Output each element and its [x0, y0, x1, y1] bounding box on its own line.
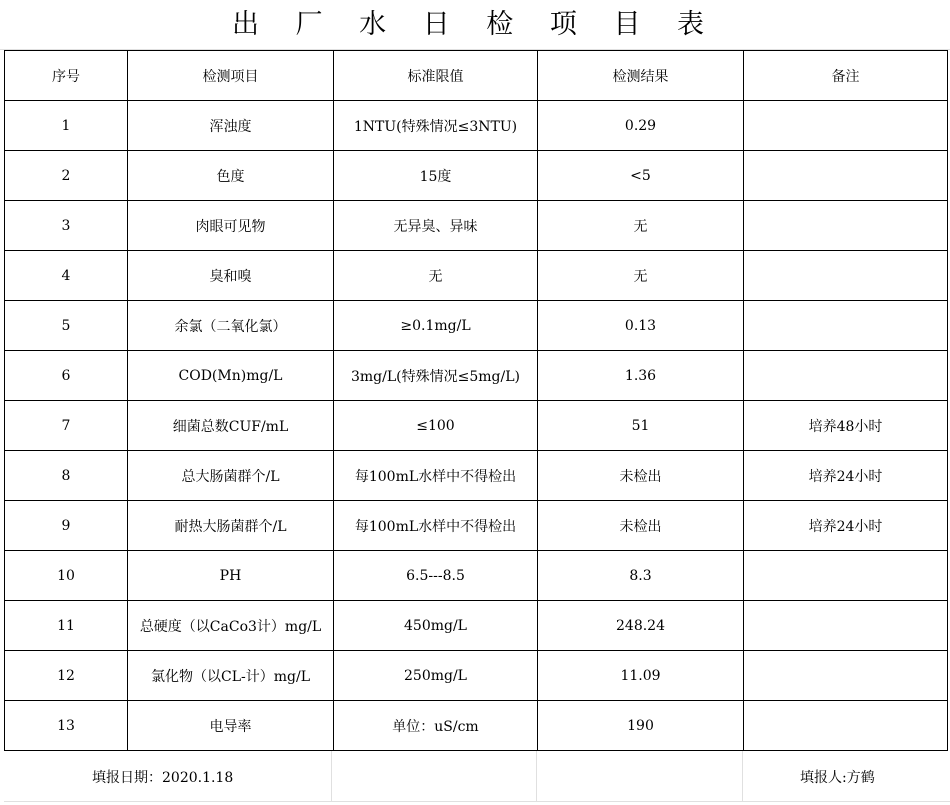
header-limit: 标准限值: [334, 51, 538, 101]
table-row: [5, 301, 948, 351]
cell-note: [744, 151, 948, 201]
cell-item: 总硬度（以CaCo3计）mg/L: [128, 601, 334, 651]
cell-result: 11.09: [538, 651, 744, 701]
cell-item: 余氯（二氧化氯）: [128, 301, 334, 351]
cell-result: 0.13: [538, 301, 744, 351]
cell-limit: 15度: [334, 151, 538, 201]
reporter: 填报人:方鹤: [800, 770, 875, 786]
cell-no: 2: [5, 151, 128, 201]
cell-result: 248.24: [538, 601, 744, 651]
cell-result: 无: [538, 251, 744, 301]
cell-no: 7: [5, 401, 128, 451]
cell-item: 浑浊度: [128, 101, 334, 151]
footer: [4, 751, 950, 802]
table-row: [5, 151, 948, 201]
cell-note: [744, 101, 948, 151]
header-item: 检测项目: [128, 51, 334, 101]
cell-item: 总大肠菌群个/L: [128, 451, 334, 501]
table-row: [5, 401, 948, 451]
table-row: [5, 351, 948, 401]
cell-limit: ≥0.1mg/L: [334, 301, 538, 351]
cell-limit: 250mg/L: [334, 651, 538, 701]
cell-result: 未检出: [538, 501, 744, 551]
page-title: 出 厂 水 日 检 项 目 表: [231, 9, 719, 40]
cell-note: 培养48小时: [744, 401, 948, 451]
cell-item: 色度: [128, 151, 334, 201]
table-row: [5, 201, 948, 251]
cell-limit: 无: [334, 251, 538, 301]
cell-limit: ≤100: [334, 401, 538, 451]
cell-note: [744, 651, 948, 701]
cell-item: 电导率: [128, 701, 334, 751]
cell-no: 4: [5, 251, 128, 301]
cell-note: [744, 301, 948, 351]
cell-no: 8: [5, 451, 128, 501]
table-row: [5, 651, 948, 701]
cell-result: 无: [538, 201, 744, 251]
cell-limit: 无异臭、异味: [334, 201, 538, 251]
cell-item: 耐热大肠菌群个/L: [128, 501, 334, 551]
cell-note: [744, 551, 948, 601]
cell-no: 6: [5, 351, 128, 401]
cell-result: 190: [538, 701, 744, 751]
cell-no: 10: [5, 551, 128, 601]
cell-no: 9: [5, 501, 128, 551]
table-row: [5, 251, 948, 301]
cell-limit: 每100mL水样中不得检出: [334, 451, 538, 501]
cell-item: 细菌总数CUF/mL: [128, 401, 334, 451]
cell-result: 51: [538, 401, 744, 451]
cell-item: PH: [128, 551, 334, 601]
cell-note: [744, 601, 948, 651]
cell-note: 培养24小时: [744, 501, 948, 551]
cell-note: [744, 251, 948, 301]
cell-no: 12: [5, 651, 128, 701]
cell-result: <5: [538, 151, 744, 201]
table-row: [5, 701, 948, 751]
table-row: [5, 601, 948, 651]
inspection-table: [4, 50, 948, 751]
cell-limit: 3mg/L(特殊情况≤5mg/L): [334, 351, 538, 401]
cell-note: [744, 201, 948, 251]
cell-no: 13: [5, 701, 128, 751]
header-result: 检测结果: [538, 51, 744, 101]
cell-result: 0.29: [538, 101, 744, 151]
cell-result: 1.36: [538, 351, 744, 401]
cell-note: 培养24小时: [744, 451, 948, 501]
cell-limit: 1NTU(特殊情况≤3NTU): [334, 101, 538, 151]
cell-result: 8.3: [538, 551, 744, 601]
cell-limit: 6.5---8.5: [334, 551, 538, 601]
cell-result: 未检出: [538, 451, 744, 501]
cell-no: 1: [5, 101, 128, 151]
cell-item: 肉眼可见物: [128, 201, 334, 251]
cell-note: [744, 701, 948, 751]
header-note: 备注: [744, 51, 948, 101]
cell-item: 氯化物（以CL-计）mg/L: [128, 651, 334, 701]
cell-no: 3: [5, 201, 128, 251]
cell-limit: 450mg/L: [334, 601, 538, 651]
cell-no: 11: [5, 601, 128, 651]
cell-no: 5: [5, 301, 128, 351]
table-row: [5, 451, 948, 501]
fill-date: 填报日期：2020.1.18: [92, 770, 234, 786]
table-row: [5, 551, 948, 601]
cell-item: 臭和嗅: [128, 251, 334, 301]
table-row: [5, 501, 948, 551]
cell-limit: 单位：uS/cm: [334, 701, 538, 751]
cell-item: COD(Mn)mg/L: [128, 351, 334, 401]
table-row: [5, 101, 948, 151]
cell-note: [744, 351, 948, 401]
cell-limit: 每100mL水样中不得检出: [334, 501, 538, 551]
header-no: 序号: [5, 51, 128, 101]
header-row: [5, 51, 948, 101]
